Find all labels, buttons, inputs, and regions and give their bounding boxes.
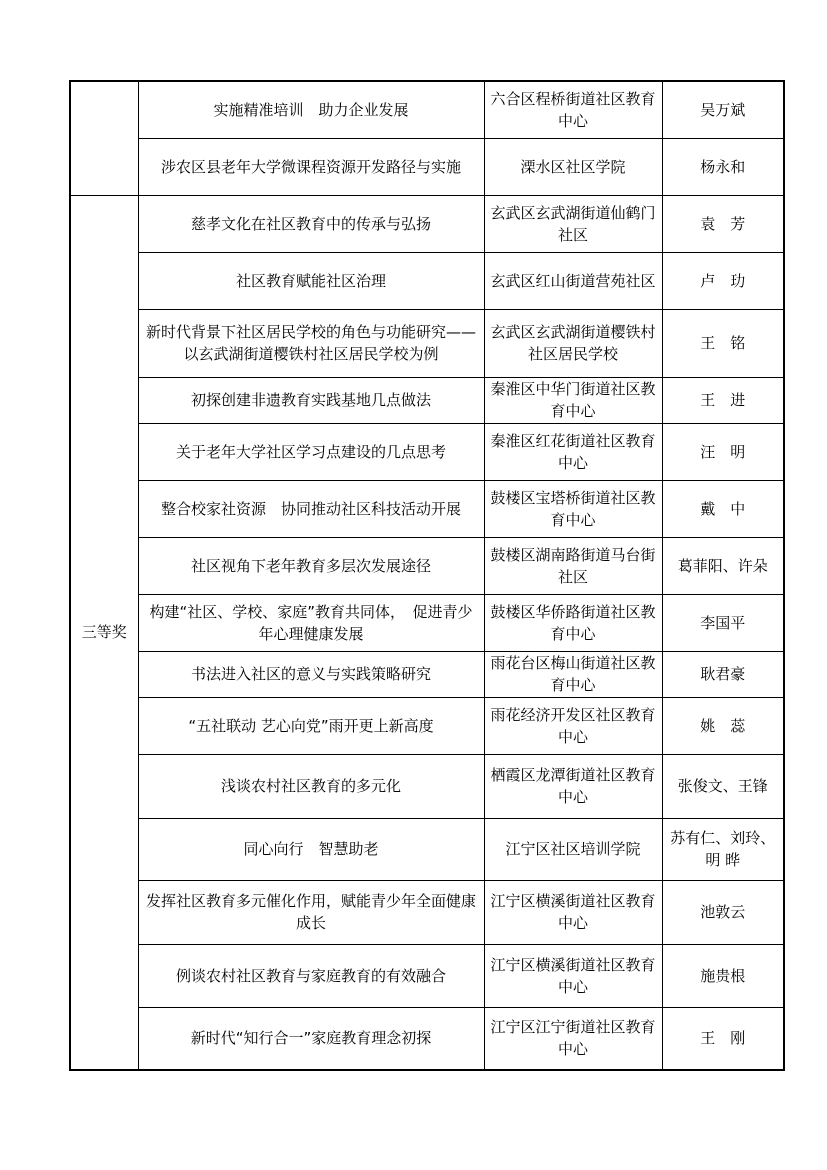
author-cell: 吴万斌 (662, 81, 784, 138)
table-row (70, 944, 784, 1007)
table-row (70, 195, 784, 252)
unit-cell: 玄武区红山街道营苑社区 (484, 252, 662, 309)
table-row (70, 81, 784, 138)
unit-cell: 秦淮区红花街道社区教育中心 (484, 423, 662, 480)
title-cell: 社区视角下老年教育多层次发展途径 (138, 537, 484, 594)
author-cell: 卢 玏 (662, 252, 784, 309)
category-cell-third-prize: 三等奖 (70, 195, 138, 1070)
title-cell: 整合校家社资源 协同推动社区科技活动开展 (138, 480, 484, 537)
title-cell: 发挥社区教育多元催化作用，赋能青少年全面健康成长 (138, 880, 484, 944)
table-row (70, 252, 784, 309)
author-cell: 张俊文、王锋 (662, 754, 784, 818)
title-cell: 新时代背景下社区居民学校的角色与功能研究——以玄武湖街道樱铁村社区居民学校为例 (138, 309, 484, 377)
title-cell: 浅谈农村社区教育的多元化 (138, 754, 484, 818)
author-cell: 王 刚 (662, 1007, 784, 1070)
author-cell: 葛菲阳、许朵 (662, 537, 784, 594)
title-cell: 例谈农村社区教育与家庭教育的有效融合 (138, 944, 484, 1007)
author-cell: 姚 蕊 (662, 697, 784, 754)
table-row (70, 138, 784, 195)
table-row (70, 880, 784, 944)
author-cell: 袁 芳 (662, 195, 784, 252)
category-cell-empty (70, 81, 138, 195)
title-cell: 实施精准培训 助力企业发展 (138, 81, 484, 138)
author-cell: 李国平 (662, 594, 784, 651)
table-row (70, 818, 784, 880)
unit-cell: 江宁区横溪街道社区教育中心 (484, 880, 662, 944)
unit-cell: 江宁区横溪街道社区教育中心 (484, 944, 662, 1007)
unit-cell: 六合区程桥街道社区教育中心 (484, 81, 662, 138)
title-cell: 构建“社区、学校、家庭”教育共同体， 促进青少年心理健康发展 (138, 594, 484, 651)
title-cell: 新时代“知行合一”家庭教育理念初探 (138, 1007, 484, 1070)
table-row (70, 754, 784, 818)
unit-cell: 玄武区玄武湖街道樱铁村社区居民学校 (484, 309, 662, 377)
author-cell: 耿君豪 (662, 651, 784, 697)
unit-cell: 溧水区社区学院 (484, 138, 662, 195)
author-cell: 戴 中 (662, 480, 784, 537)
table-row (70, 594, 784, 651)
unit-cell: 玄武区玄武湖街道仙鹤门社区 (484, 195, 662, 252)
table-row (70, 1007, 784, 1070)
title-cell: 涉农区县老年大学微课程资源开发路径与实施 (138, 138, 484, 195)
table-row (70, 480, 784, 537)
author-cell: 杨永和 (662, 138, 784, 195)
table-row (70, 377, 784, 423)
unit-cell: 栖霞区龙潭街道社区教育中心 (484, 754, 662, 818)
author-cell: 王 铭 (662, 309, 784, 377)
author-cell: 王 进 (662, 377, 784, 423)
unit-cell: 鼓楼区华侨路街道社区教育中心 (484, 594, 662, 651)
award-table (69, 80, 785, 1071)
title-cell: 关于老年大学社区学习点建设的几点思考 (138, 423, 484, 480)
author-cell: 汪 明 (662, 423, 784, 480)
title-cell: 同心向行 智慧助老 (138, 818, 484, 880)
table-row (70, 537, 784, 594)
table-row (70, 697, 784, 754)
unit-cell: 雨花经济开发区社区教育中心 (484, 697, 662, 754)
table-row (70, 651, 784, 697)
title-cell: 慈孝文化在社区教育中的传承与弘扬 (138, 195, 484, 252)
unit-cell: 鼓楼区湖南路街道马台街社区 (484, 537, 662, 594)
title-cell: 书法进入社区的意义与实践策略研究 (138, 651, 484, 697)
unit-cell: 江宁区社区培训学院 (484, 818, 662, 880)
author-cell: 苏有仁、刘玲、明 晔 (662, 818, 784, 880)
table-row (70, 309, 784, 377)
author-cell: 池敦云 (662, 880, 784, 944)
unit-cell: 江宁区江宁街道社区教育中心 (484, 1007, 662, 1070)
title-cell: “五社联动 艺心向党”雨开更上新高度 (138, 697, 484, 754)
unit-cell: 雨花台区梅山街道社区教育中心 (484, 651, 662, 697)
title-cell: 社区教育赋能社区治理 (138, 252, 484, 309)
author-cell: 施贵根 (662, 944, 784, 1007)
unit-cell: 鼓楼区宝塔桥街道社区教育中心 (484, 480, 662, 537)
table-row (70, 423, 784, 480)
unit-cell: 秦淮区中华门街道社区教育中心 (484, 377, 662, 423)
title-cell: 初探创建非遗教育实践基地几点做法 (138, 377, 484, 423)
